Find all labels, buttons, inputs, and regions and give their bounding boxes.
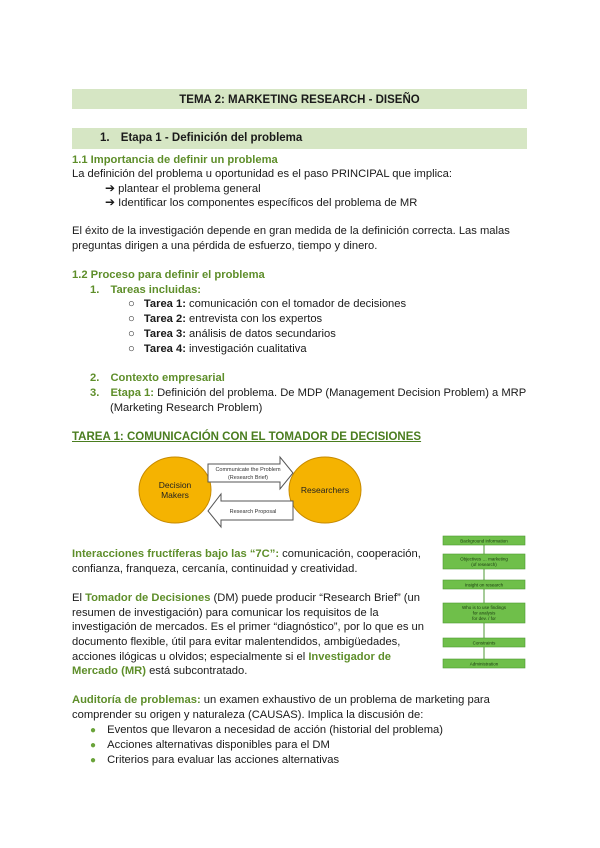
item-number: 1. — [90, 284, 100, 296]
arrow-icon: ➔ — [105, 181, 116, 195]
numbered-item — [90, 386, 526, 401]
paragraph-line: comprender su origen y naturaleza (CAUSAS). Implica la discusión de: — [72, 709, 424, 721]
item-text-continued: (Marketing Research Problem) — [110, 402, 263, 414]
tarea-label: Tarea 2: — [143, 313, 186, 325]
flow-box-label: Constraints — [472, 640, 496, 646]
bold-term: Investigador de — [308, 651, 391, 663]
paragraph-line: preguntas dirigen a una pérdida de esfuerzo, tiempo y dinero. — [72, 240, 378, 252]
list-item — [128, 342, 307, 357]
paragraph-line: documento flexible, útil para evitar malentendidos, ambigüedades, — [72, 636, 401, 648]
circle-bullet-icon: ○ — [128, 328, 135, 340]
arrow-icon: ➔ — [105, 195, 116, 209]
arrow-list-item — [105, 195, 417, 211]
flow-box-label: Objectives … marketing — [460, 556, 508, 562]
communication-diagram — [138, 455, 363, 535]
list-item-text: Criterios para evaluar las acciones alternativas — [107, 754, 340, 766]
tarea-text: investigación cualitativa — [185, 343, 307, 355]
flow-box-label: for dev. / for — [472, 616, 496, 621]
tarea-label: Tarea 3: — [143, 328, 186, 340]
item-label: Contexto empresarial — [110, 372, 225, 384]
paragraph-line — [72, 693, 490, 708]
list-item — [90, 753, 339, 768]
paragraph: La definición del problema u oportunidad es el paso PRINCIPAL que implica: — [72, 168, 452, 180]
list-item-text: Identificar los componentes específicos del problema de MR — [118, 197, 418, 209]
text: El — [72, 592, 86, 604]
bottom-arrow-label: Research Proposal — [229, 509, 277, 515]
text: comunicación, cooperación, — [279, 548, 421, 560]
section-heading-etapa1 — [72, 128, 527, 149]
researchers-label: Researchers — [300, 485, 350, 495]
decision-makers-label: Makers — [161, 490, 189, 500]
tarea-text: entrevista con los expertos — [185, 313, 323, 325]
item-label: Tareas incluidas: — [110, 284, 202, 296]
research-brief-flowchart — [441, 535, 527, 670]
paragraph-line: confianza, franqueza, cercanía, continuidad y creatividad. — [72, 563, 358, 575]
bold-term: Interacciones fructíferas bajo las “7C”: — [72, 548, 280, 560]
circle-bullet-icon: ○ — [128, 343, 135, 355]
flow-box-label: Insight on research — [464, 582, 504, 588]
list-item — [90, 723, 443, 738]
tarea-label: Tarea 1: — [143, 298, 186, 310]
paragraph-line — [72, 664, 247, 679]
text: acciones ilógicas u olvidos; especialmente si el — [72, 651, 309, 663]
top-arrow-label: (Research Brief) — [227, 475, 269, 481]
tarea-text: comunicación con el tomador de decisiones — [185, 298, 407, 310]
list-item — [128, 312, 322, 327]
list-item — [90, 738, 330, 753]
list-item — [128, 297, 406, 312]
decision-makers-label: Decision — [158, 480, 192, 490]
list-item-text: Eventos que llevaron a necesidad de acción (historial del problema) — [107, 724, 443, 736]
paragraph-line — [72, 650, 391, 665]
paragraph-line: El éxito de la investigación depende en gran medida de la definición correcta. Las malas — [72, 225, 510, 237]
list-item-text: Acciones alternativas disponibles para el DM — [107, 739, 330, 751]
tarea-label: Tarea 4: — [143, 343, 186, 355]
text: está subcontratado. — [145, 665, 248, 677]
paragraph-line — [72, 547, 421, 562]
bullet-icon: ● — [90, 755, 97, 766]
numbered-item — [90, 371, 225, 386]
text: (DM) puede producir “Research Brief” (un — [210, 592, 420, 604]
heading-text: Etapa 1 - Definición del problema — [120, 132, 303, 144]
tarea1-heading: TAREA 1: COMUNICACIÓN CON EL TOMADOR DE DECISIONES — [72, 431, 422, 443]
bold-term: Auditoría de problemas: — [72, 694, 201, 706]
numbered-item — [90, 283, 201, 298]
item-number: 3. — [90, 387, 100, 399]
flow-box-label: Who is to use findings — [461, 605, 507, 610]
flow-box-label: Administration — [469, 661, 499, 667]
page-title: TEMA 2: MARKETING RESEARCH - DISEÑO — [72, 89, 527, 109]
circle-bullet-icon: ○ — [128, 298, 135, 310]
circle-bullet-icon: ○ — [128, 313, 135, 325]
flow-box-label: Background information — [460, 538, 508, 544]
right-arrow-icon — [208, 457, 293, 489]
text: un examen exhaustivo de un problema de marketing para — [200, 694, 490, 706]
list-item — [128, 327, 336, 342]
paragraph-line: resumen de investigación) para comunicar los requisitos de la — [72, 607, 379, 619]
flow-box-label: (of research) — [471, 562, 497, 567]
bullet-icon: ● — [90, 740, 97, 751]
subheading-1-2: 1.2 Proceso para definir el problema — [72, 269, 265, 281]
item-number: 2. — [90, 372, 100, 384]
heading-number: 1. — [100, 132, 110, 144]
paragraph-line: investigación de mercados. Es el primer “diagnóstico”, por lo que es un — [72, 621, 424, 633]
top-arrow-label: Communicate the Problem — [215, 467, 281, 473]
paragraph-line — [72, 591, 420, 606]
flow-box-label: for analysis — [472, 610, 496, 616]
bold-term: Tomador de Decisiones — [85, 592, 211, 604]
list-item-text: plantear el problema general — [118, 183, 261, 195]
subheading-1-1: 1.1 Importancia de definir un problema — [72, 154, 278, 166]
bullet-icon: ● — [90, 725, 97, 736]
item-label: Etapa 1: — [110, 387, 154, 399]
tarea-text: análisis de datos secundarios — [185, 328, 336, 340]
item-text: Definición del problema. De MDP (Management Decision Problem) a MRP — [153, 387, 527, 399]
bold-term: Mercado (MR) — [72, 665, 146, 677]
